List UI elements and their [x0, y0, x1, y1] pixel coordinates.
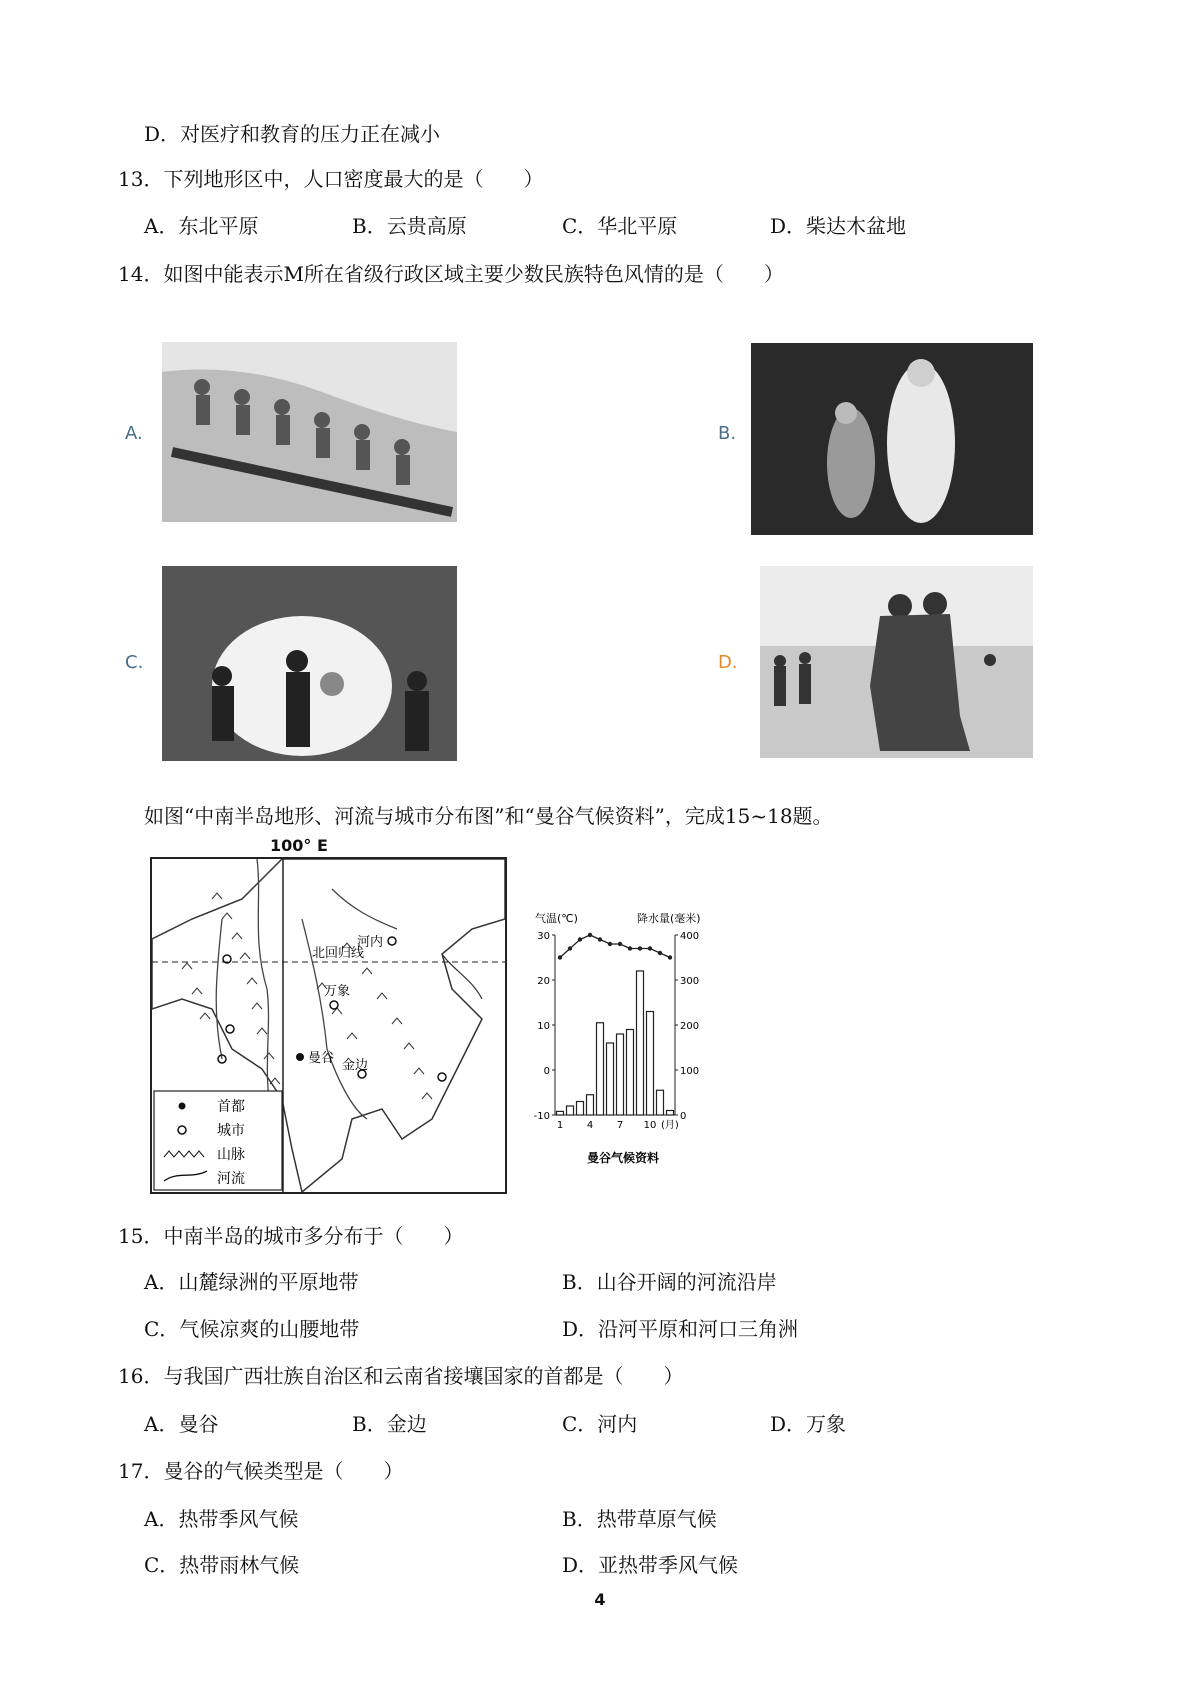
q15-option-c: C．气候凉爽的山腰地带 [144, 1317, 360, 1341]
photo-dragon-boat [162, 342, 457, 522]
bangkok-marker [296, 1053, 304, 1061]
q13-option-d: D．柴达木盆地 [770, 214, 907, 238]
chart-right-tick: 200 [680, 1021, 700, 1032]
q14-label-c: C. [125, 652, 144, 673]
chart-left-axis-label: 气温(℃) [535, 912, 578, 925]
photo-wrestling [760, 566, 1033, 758]
precip-bar [577, 1102, 584, 1116]
bangkok-climate-chart [525, 900, 725, 1190]
temperature-point [568, 946, 572, 950]
q17-option-c: C．热带雨林气候 [144, 1553, 300, 1577]
city-phnom-penh: 金边 [342, 1058, 369, 1073]
temperature-point [658, 951, 662, 955]
q15-option-b: B．山谷开阔的河流沿岸 [562, 1270, 777, 1294]
vientiane-marker [330, 1001, 338, 1009]
q17-option-b: B．热带草原气候 [562, 1507, 717, 1531]
temperature-point [628, 946, 632, 950]
precip-bar [617, 1034, 624, 1115]
q15-stem: 15．中南半岛的城市多分布于（ ） [118, 1224, 464, 1248]
q17-stem: 17．曼谷的气候类型是（ ） [118, 1459, 404, 1483]
precip-bar [627, 1030, 634, 1116]
temperature-point [578, 937, 582, 941]
precip-bar [667, 1111, 674, 1116]
chart-left-tick: -10 [533, 1111, 550, 1122]
legend-city: 城市 [217, 1123, 245, 1139]
precip-bar [567, 1106, 574, 1115]
legend-river: 河流 [217, 1171, 245, 1187]
temperature-line [560, 935, 670, 958]
q16-option-c: C．河内 [562, 1412, 638, 1436]
q15-option-d: D．沿河平原和河口三角洲 [562, 1317, 799, 1341]
precip-bar [557, 1111, 564, 1115]
temperature-point [618, 942, 622, 946]
chart-right-axis-label: 降水量(毫米) [637, 912, 701, 925]
q15-option-a: A．山麓绿洲的平原地带 [144, 1270, 359, 1294]
temperature-point [638, 946, 642, 950]
chart-right-tick: 0 [680, 1111, 687, 1122]
photo-dance-costume [751, 343, 1033, 535]
chart-right-tick: 300 [680, 976, 700, 987]
city-hanoi: 河内 [357, 935, 384, 950]
temperature-point [558, 955, 562, 959]
precip-bar [587, 1095, 594, 1115]
q13-option-b: B．云贵高原 [352, 214, 467, 238]
temperature-point [608, 942, 612, 946]
chart-x-tick: 4 [586, 1120, 594, 1131]
chart-right-tick: 100 [680, 1066, 700, 1077]
q13-option-c: C．华北平原 [562, 214, 678, 238]
q16-option-d: D．万象 [770, 1412, 847, 1436]
temperature-point [648, 946, 652, 950]
chart-left-tick: 10 [537, 1021, 550, 1032]
page-number: 4 [594, 1590, 606, 1609]
q17-option-a: A．热带季风气候 [144, 1507, 299, 1531]
q14-label-d: D. [718, 652, 738, 673]
chart-left-tick: 20 [537, 976, 550, 987]
precip-bar [607, 1043, 614, 1115]
legend-capital-icon [179, 1103, 186, 1110]
intro-15-18: 如图“中南半岛地形、河流与城市分布图”和“曼谷气候资料”，完成15~18题。 [144, 804, 833, 828]
temperature-point [668, 955, 672, 959]
city-bangkok: 曼谷 [308, 1051, 335, 1066]
legend-mountain: 山脉 [217, 1147, 245, 1163]
chart-x-tick: 1 [556, 1120, 564, 1131]
chart-x-tick: 7 [616, 1120, 624, 1131]
precip-bar [597, 1023, 604, 1115]
precip-bar [647, 1012, 654, 1116]
hanoi-marker [388, 937, 396, 945]
tropic-label: 北回归线 [312, 946, 365, 961]
map-longitude-label: 100° E [270, 836, 328, 855]
chart-title: 曼谷气候资料 [587, 1151, 660, 1165]
q12-option-d: D．对医疗和教育的压力正在减小 [144, 122, 441, 146]
precip-bar [657, 1090, 664, 1115]
temperature-point [598, 937, 602, 941]
q14-label-a: A. [125, 423, 143, 444]
legend-capital: 首都 [217, 1099, 245, 1115]
q16-option-b: B．金边 [352, 1412, 427, 1436]
chart-x-tick: 10 [643, 1120, 657, 1131]
temperature-point [588, 933, 592, 937]
city-vientiane: 万象 [324, 984, 351, 999]
precip-bar [637, 971, 644, 1115]
chart-right-tick: 400 [680, 931, 700, 942]
chart-left-tick: 30 [537, 931, 550, 942]
q16-stem: 16．与我国广西壮族自治区和云南省接壤国家的首都是（ ） [118, 1364, 684, 1388]
photo-drum-dance [162, 566, 457, 761]
q17-option-d: D．亚热带季风气候 [562, 1553, 739, 1577]
indochina-map [150, 857, 507, 1194]
q13-option-a: A．东北平原 [144, 214, 259, 238]
q16-option-a: A．曼谷 [144, 1412, 219, 1436]
q14-stem: 14．如图中能表示M所在省级行政区域主要少数民族特色风情的是（ ） [118, 262, 784, 286]
q14-label-b: B. [718, 423, 737, 444]
q13-stem: 13．下列地形区中，人口密度最大的是（ ） [118, 167, 544, 191]
chart-x-label: (月) [661, 1120, 679, 1131]
chart-left-tick: 0 [543, 1066, 550, 1077]
